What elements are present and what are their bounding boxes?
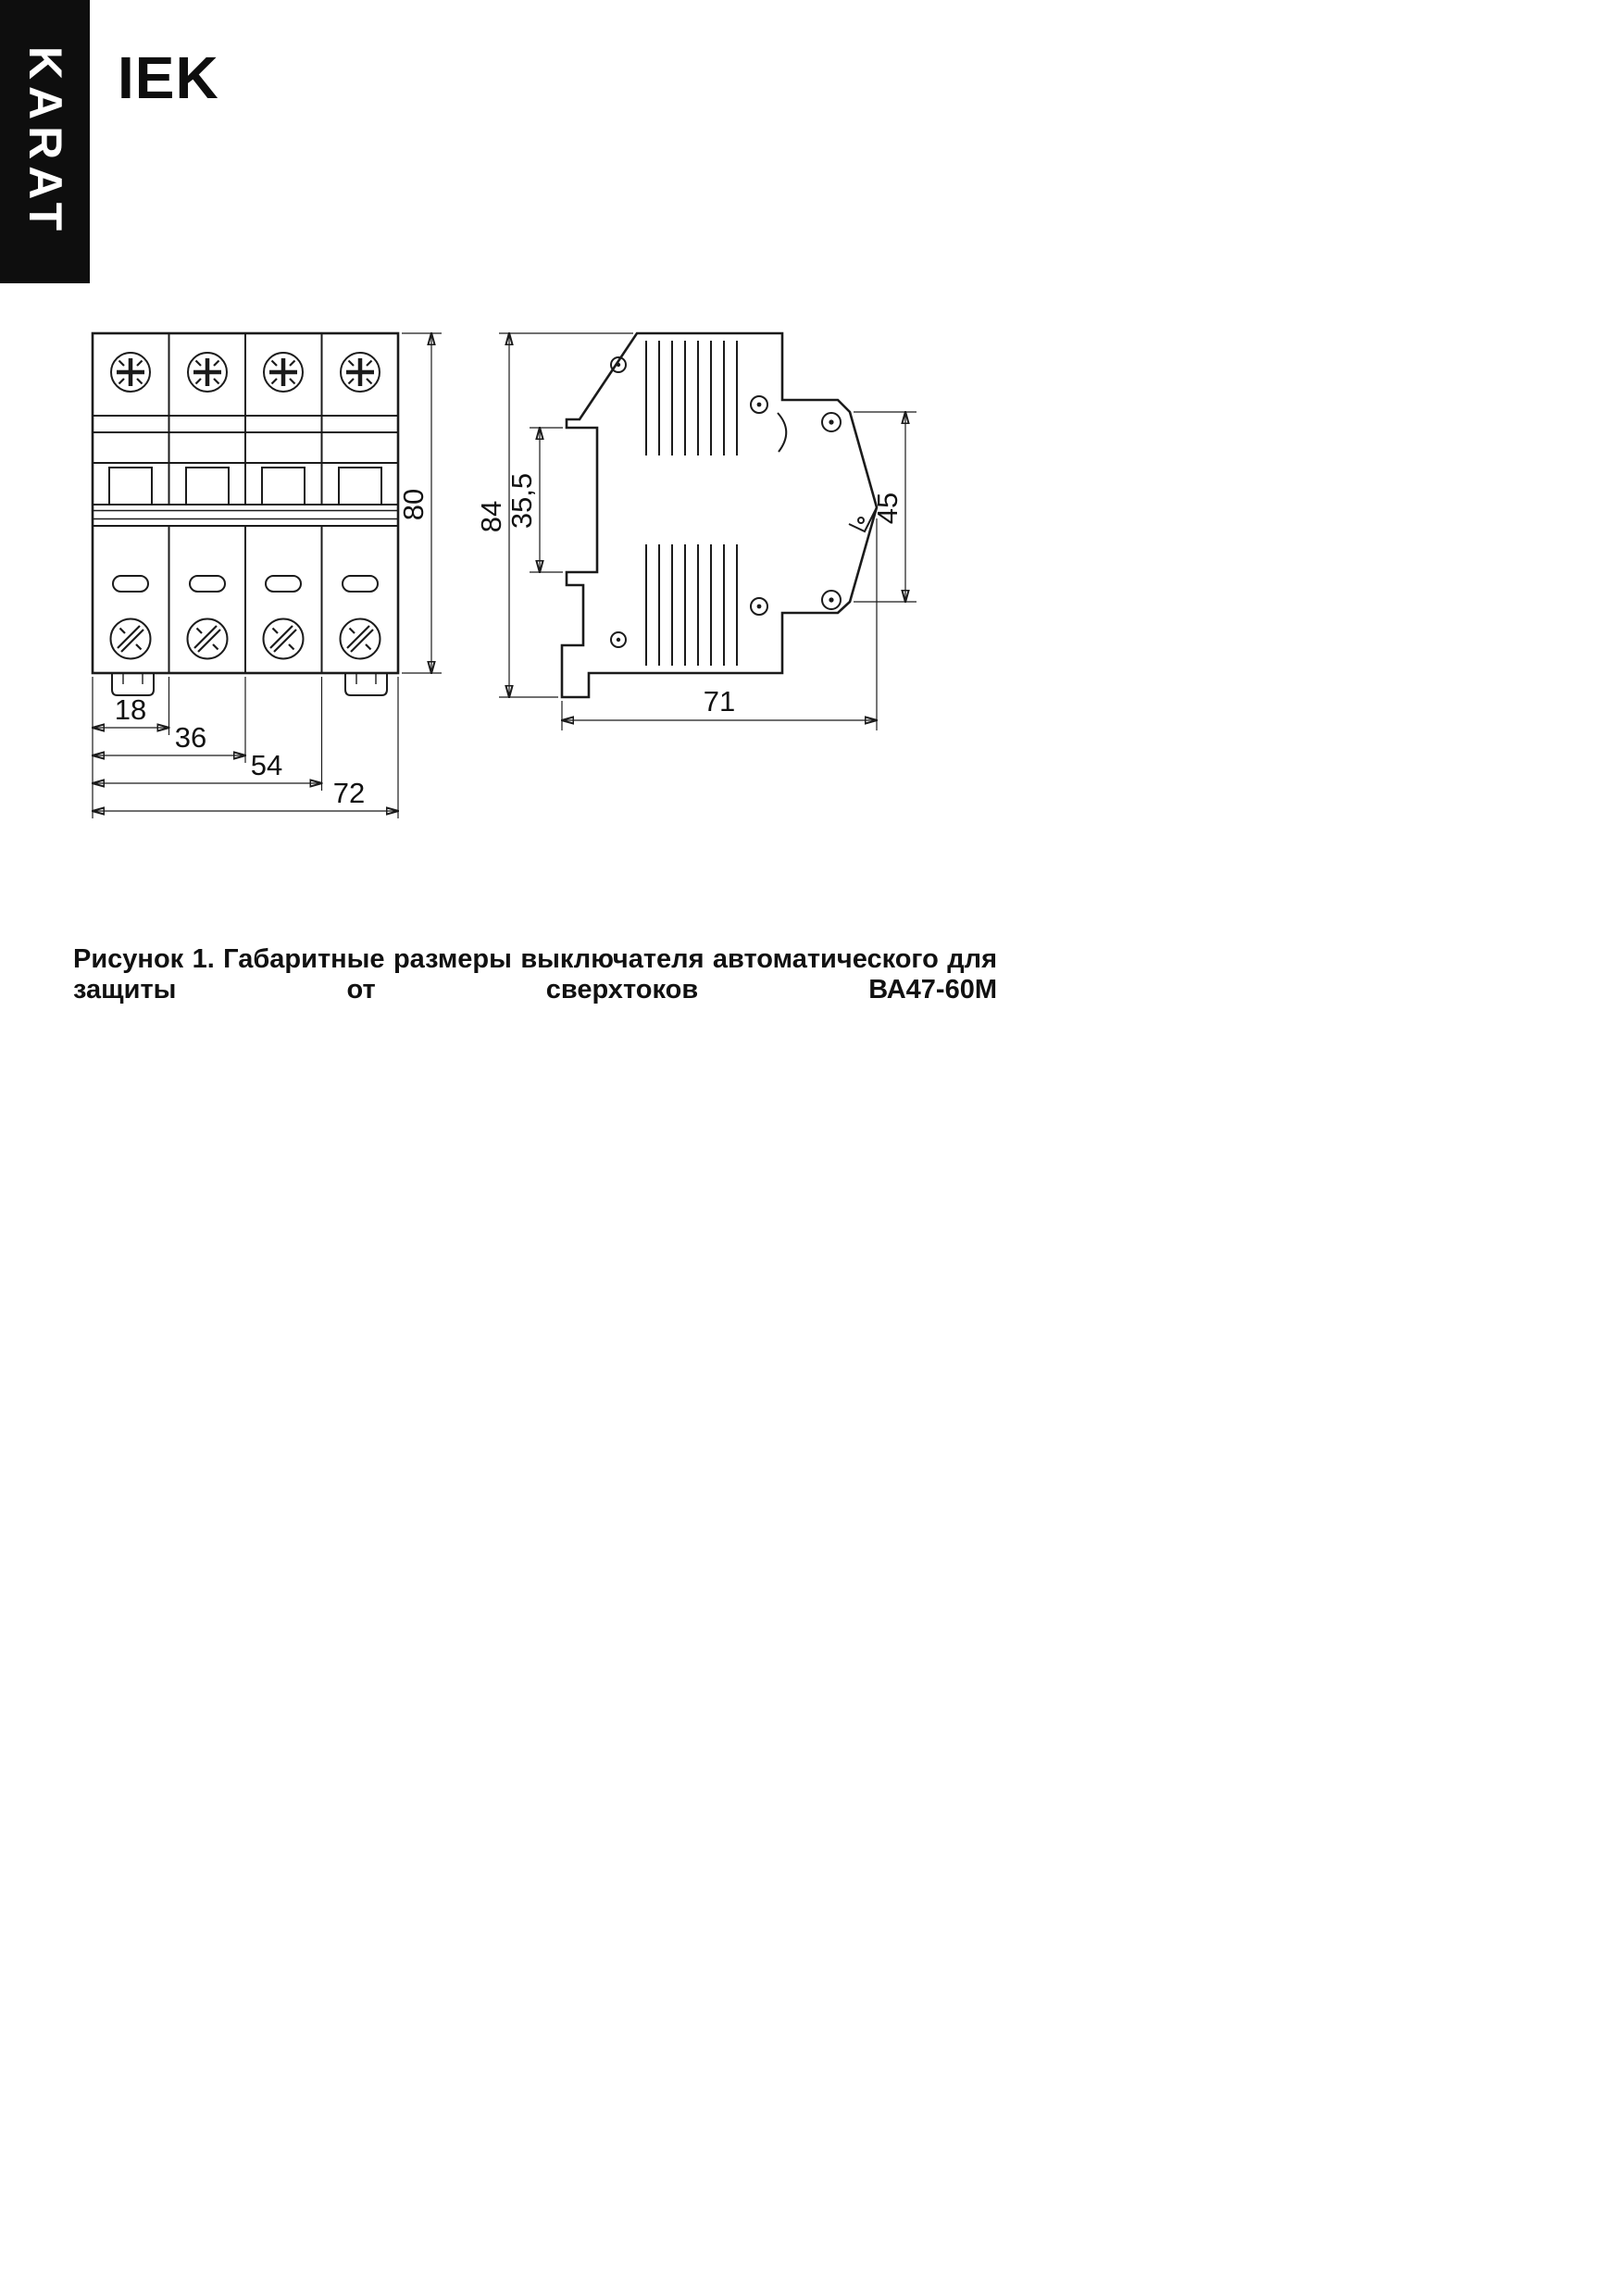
dimension-front-height: 80 <box>397 488 430 521</box>
dimension-front-w1: 18 <box>114 693 147 726</box>
dimension-side-face: 45 <box>871 492 904 525</box>
screw-icon <box>341 353 380 392</box>
dimension-front-w3: 54 <box>250 749 283 781</box>
iek-logo-text: IEK <box>118 44 219 111</box>
screw-icon <box>264 353 303 392</box>
dimension-drawing <box>0 0 1621 889</box>
screw-icon <box>111 619 151 659</box>
dimension-side-height: 84 <box>475 500 507 533</box>
screw-icon <box>188 619 228 659</box>
dimension-side-rail: 35,5 <box>505 472 538 530</box>
screw-icon <box>188 353 227 392</box>
screw-icon <box>111 353 150 392</box>
dimension-front-w4: 72 <box>332 777 366 809</box>
side-view-drawing <box>475 333 916 730</box>
screw-icon <box>264 619 304 659</box>
figure-caption: Рисунок 1. Габаритные размеры выключателя автоматического для защиты от сверхтоков ВА47-60М <box>73 944 997 1004</box>
dimension-side-depth: 71 <box>703 685 736 718</box>
front-view-drawing <box>93 333 442 818</box>
dimension-front-w2: 36 <box>174 721 207 754</box>
screw-icon <box>341 619 380 659</box>
karat-banner-label: KARAT <box>19 45 71 238</box>
